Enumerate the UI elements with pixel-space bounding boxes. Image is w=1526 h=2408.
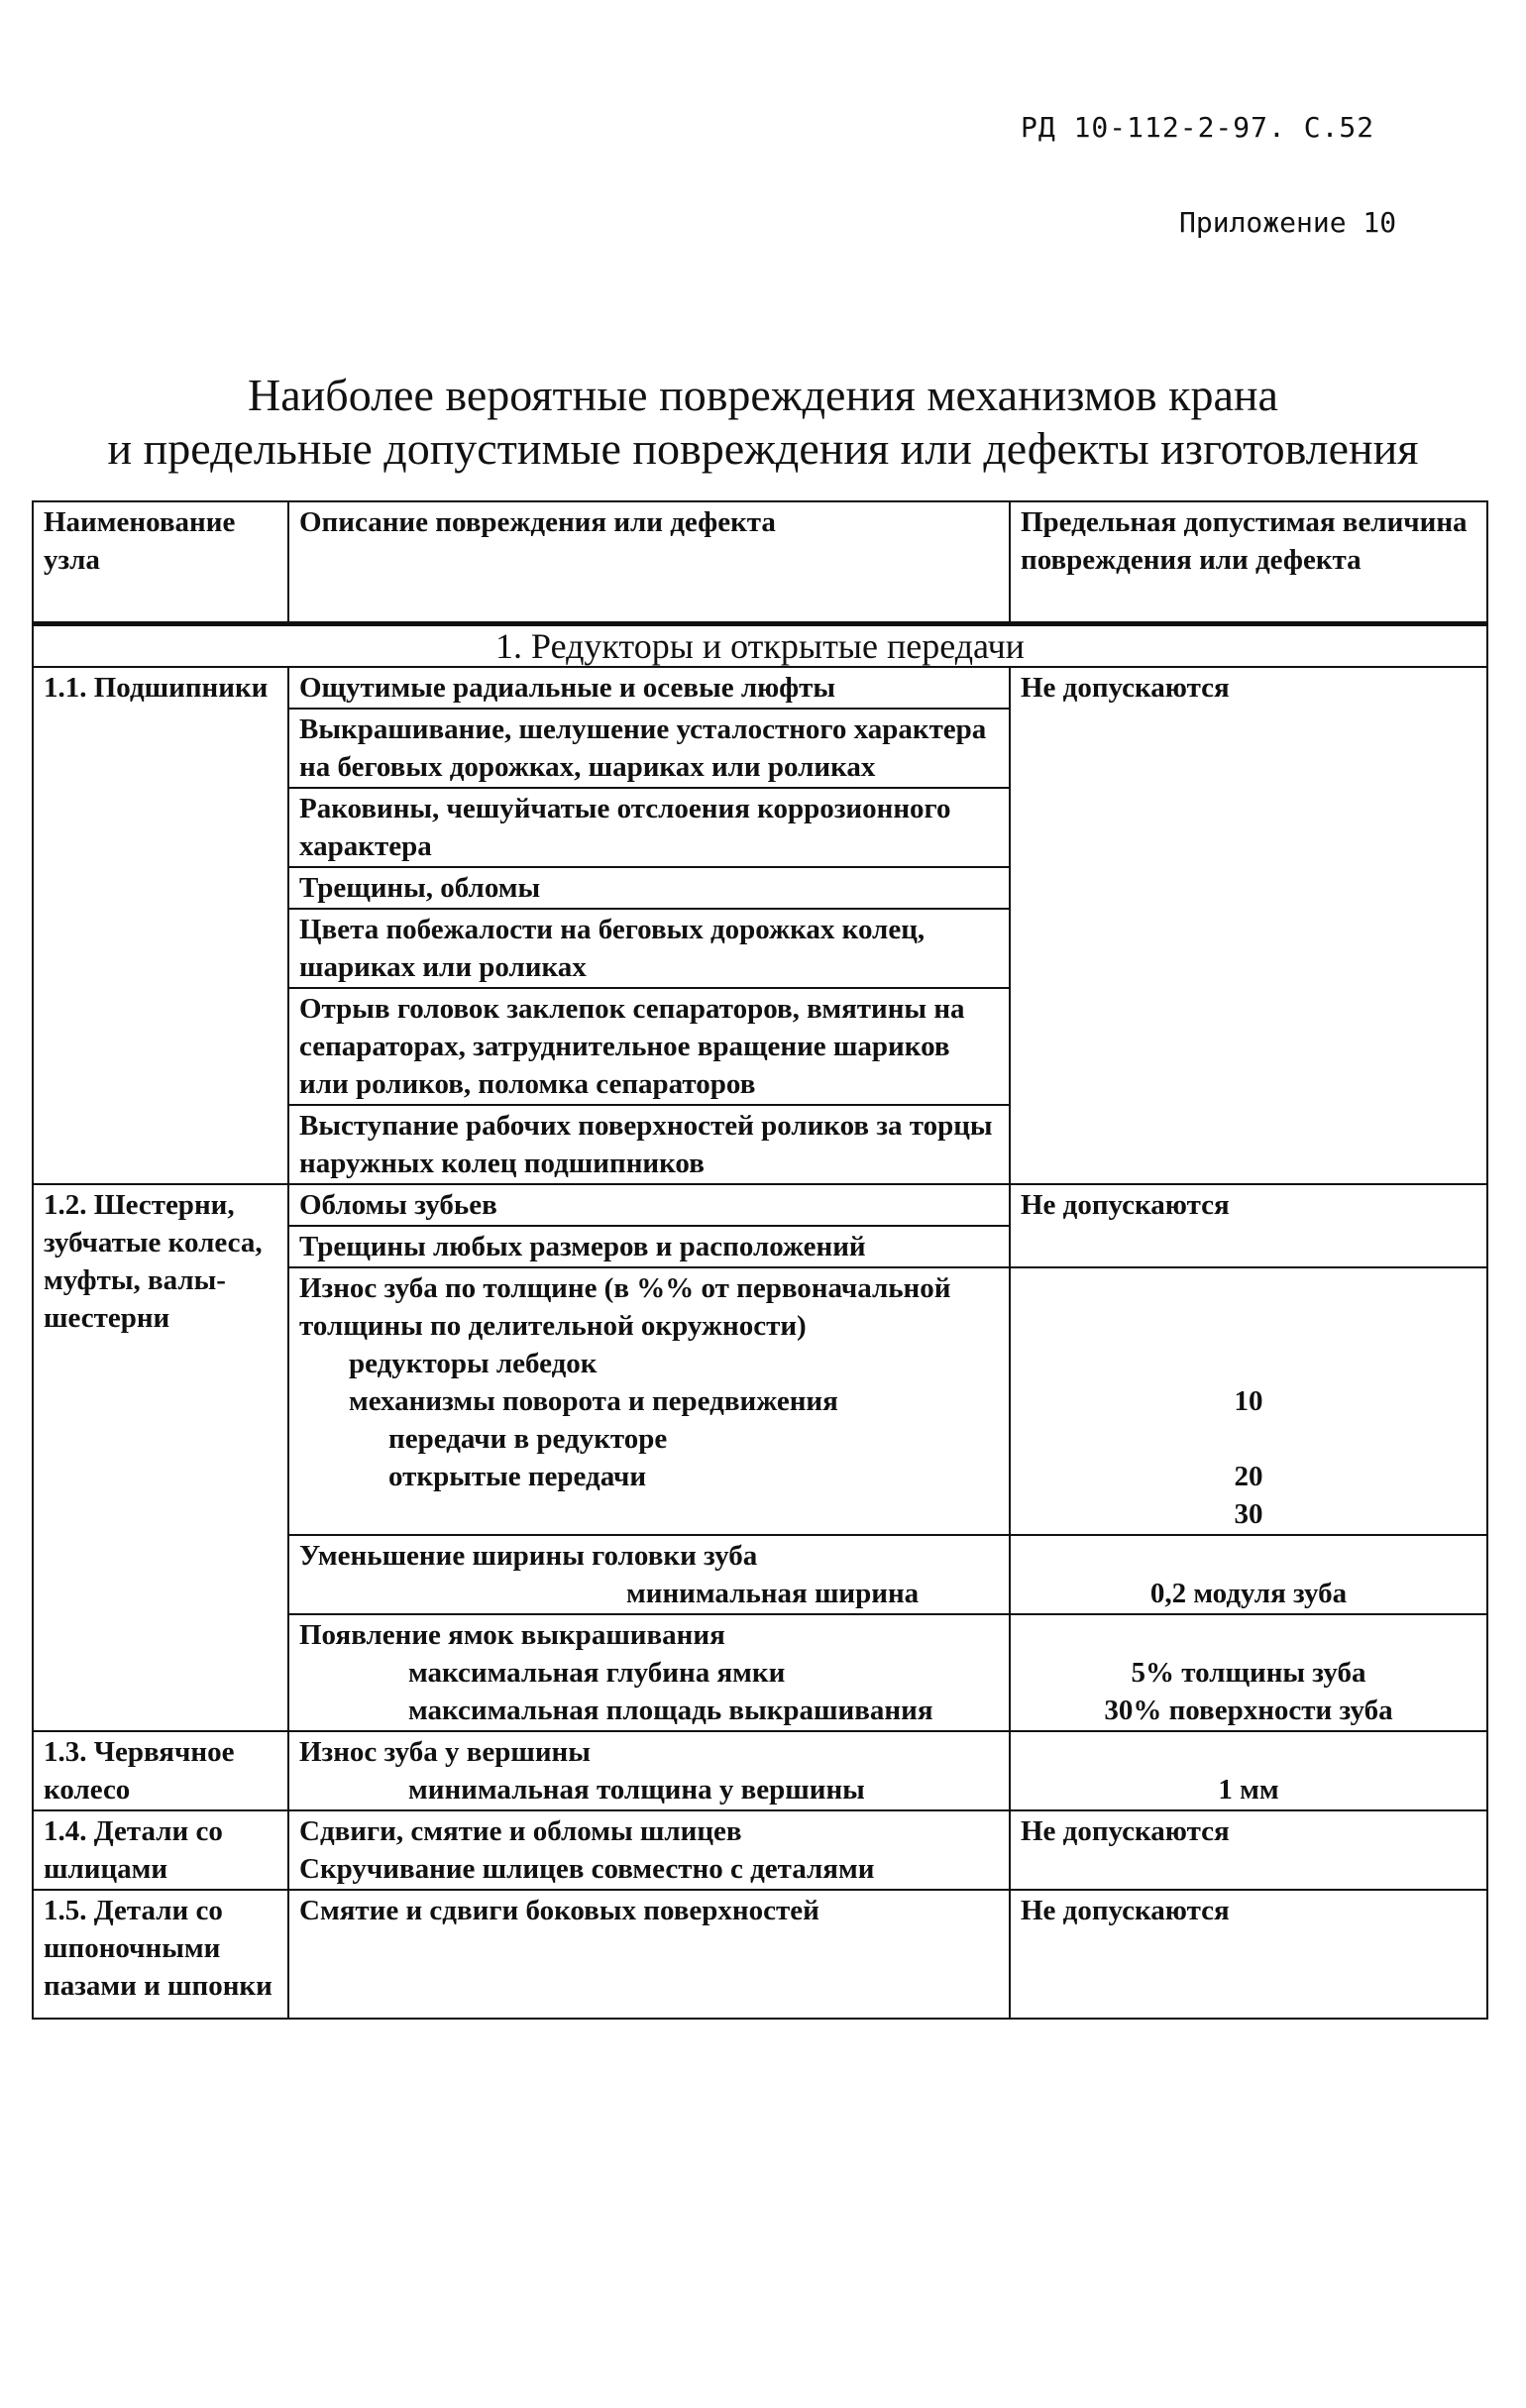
description-cell: [288, 1267, 1010, 1535]
width-title: Уменьшение ширины головки зуба: [299, 1540, 758, 1572]
title-line-2: и предельные допустимые повреждения или дефекты изготовления: [107, 423, 1419, 474]
description-cell: Ощутимые радиальные и осевые люфты: [288, 667, 1010, 709]
limit-cell: [1010, 1731, 1487, 1810]
node-cell: 1.2. Шестерни, зубчатые колеса, муфты, валы-шестерни: [33, 1184, 288, 1731]
damage-table: [32, 500, 1488, 2020]
header-node: Наименование узла: [33, 501, 288, 624]
description-cell: Выступание рабочих поверхностей роликов за торцы наружных колец подшипников: [288, 1105, 1010, 1184]
limit-cell: Не допускаются: [1010, 1810, 1487, 1890]
description-cell: [288, 1731, 1010, 1810]
wear-item: механизмы поворота и передвижения: [349, 1385, 838, 1417]
node-cell: 1.5. Детали со шпоночными пазами и шпонки: [33, 1890, 288, 2019]
wear-title: Износ зуба по толщине (в %% от первоначальной толщины по делительной окружности): [299, 1272, 951, 1342]
description-cell: [288, 1535, 1010, 1614]
limit-value: 10: [1234, 1385, 1263, 1417]
description-cell: Отрыв головок заклепок сепараторов, вмятины на сепараторах, затруднительное вращение шариков или роликов, поломка сепараторов: [288, 988, 1010, 1105]
limit-value: 1 мм: [1218, 1774, 1279, 1806]
limit-cell: [1010, 1535, 1487, 1614]
limit-cell: Не допускаются: [1010, 667, 1487, 1184]
limit-cell: Не допускаются: [1010, 1890, 1487, 2019]
worm-item: минимальная толщина у вершины: [408, 1774, 865, 1806]
table-row: [33, 1810, 1487, 1890]
width-item: минимальная ширина: [626, 1578, 920, 1609]
table-row: [33, 1731, 1487, 1810]
spline-item: Сдвиги, смятие и обломы шлицев: [299, 1815, 742, 1847]
table-header-row: [33, 501, 1487, 624]
description-cell: Цвета побежалости на беговых дорожках колец, шариках или роликах: [288, 909, 1010, 988]
pitting-item: максимальная глубина ямки: [408, 1657, 786, 1689]
description-cell: [288, 1810, 1010, 1890]
description-cell: Трещины, обломы: [288, 867, 1010, 909]
wear-item: открытые передачи: [388, 1461, 647, 1492]
limit-value: 5% толщины зуба: [1131, 1657, 1366, 1689]
section-title: 1. Редукторы и открытые передачи: [33, 624, 1487, 668]
page-title: [0, 369, 1526, 476]
limit-value: 30% поверхности зуба: [1104, 1695, 1393, 1726]
wear-item: редукторы лебедок: [349, 1348, 598, 1379]
description-cell: Раковины, чешуйчатые отслоения коррозионного характера: [288, 788, 1010, 867]
description-cell: Смятие и сдвиги боковых поверхностей: [288, 1890, 1010, 2019]
document-code: РД 10-112-2-97. С.52: [1021, 111, 1375, 144]
header-limit: Предельная допустимая величина повреждения или дефекта: [1010, 501, 1487, 624]
pitting-item: максимальная площадь выкрашивания: [408, 1695, 933, 1726]
worm-title: Износ зуба у вершины: [299, 1736, 591, 1768]
table-row: [33, 667, 1487, 709]
node-cell: 1.4. Детали со шлицами: [33, 1810, 288, 1890]
section-row: [33, 624, 1487, 668]
node-cell: 1.1. Подшипники: [33, 667, 288, 1184]
limit-cell: [1010, 1614, 1487, 1731]
pitting-title: Появление ямок выкрашивания: [299, 1619, 725, 1651]
description-cell: [288, 1614, 1010, 1731]
description-cell: Обломы зубьев: [288, 1184, 1010, 1226]
table-row: [33, 1184, 1487, 1226]
description-cell: Выкрашивание, шелушение усталостного характера на беговых дорожках, шариках или роликах: [288, 709, 1010, 788]
table-row: [33, 1890, 1487, 2019]
title-line-1: Наиболее вероятные повреждения механизмов крана: [248, 370, 1278, 420]
limit-cell: Не допускаются: [1010, 1184, 1487, 1267]
limit-value: 20: [1234, 1461, 1263, 1492]
spline-item: Скручивание шлицев совместно с деталями: [299, 1853, 875, 1885]
node-cell: 1.3. Червячное колесо: [33, 1731, 288, 1810]
appendix-label: Приложение 10: [1179, 206, 1397, 239]
header-description: Описание повреждения или дефекта: [288, 501, 1010, 624]
description-cell: Трещины любых размеров и расположений: [288, 1226, 1010, 1267]
limit-value: 0,2 модуля зуба: [1149, 1578, 1348, 1609]
limit-cell: [1010, 1267, 1487, 1535]
wear-item: передачи в редукторе: [388, 1423, 668, 1455]
limit-value: 30: [1234, 1498, 1263, 1530]
